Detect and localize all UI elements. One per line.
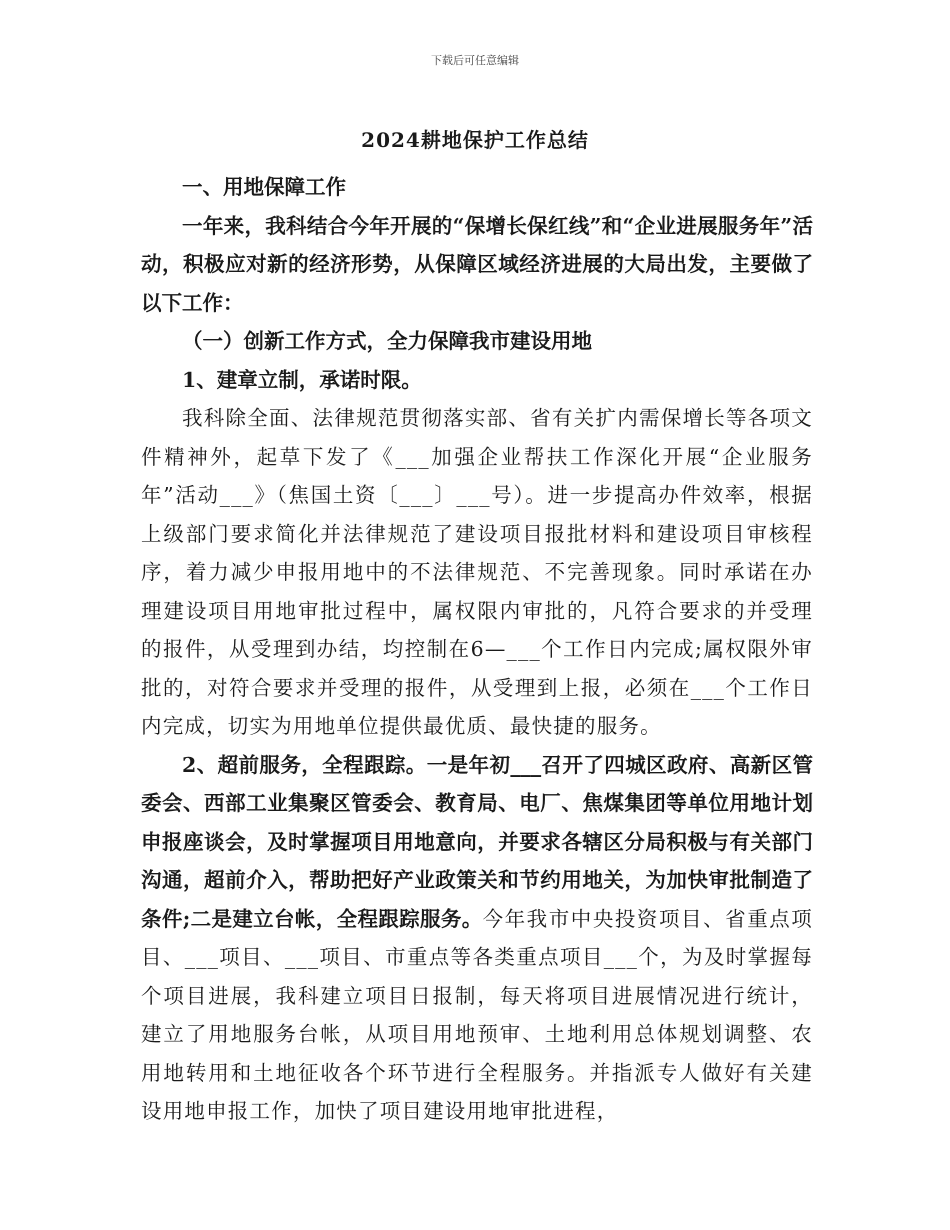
page-header-note: 下载后可任意编辑 [431,54,519,67]
item2-paragraph [141,746,813,1131]
item2-bold-text: 2、超前服务，全程跟踪。一是年初___召开了四城区政府、高新区管委会、西部工业集聚区管委会、教育局、电厂、焦煤集团等单位用地计划申报座谈会，及时掌握项目用地意向，并要求各辖区分局积极与有关部门沟通，超前介入，帮助把好产业政策关和节约用地关，为加快审批制造了条件;二是建立台帐，全程跟踪服务。 [141,752,813,931]
item-heading: 1、建章立制，承诺时限。 [182,367,422,392]
document-body [141,168,813,1131]
intro-paragraph: 一年来，我科结合今年开展的“保增长保红线”和“企业进展服务年”活动，积极应对新的经济形势，从保障区域经济进展的大局出发，主要做了以下工作： [141,213,813,315]
item2-plain-text: 今年我市中央投资项目、省重点项目、___项目、___项目、市重点等各类重点项目___个，为及时掌握每个项目进展，我科建立项目日报制，每天将项目进展情况进行统计，建立了用地服务台帐，从项目用地预审、土地利用总体规划调整、农用地转用和土地征收各个环节进行全程服务。并指派专人做好有关建设用地申报工作，加快了项目建设用地审批进程， [141,906,813,1123]
document-title: 2024耕地保护工作总结 [361,128,589,152]
subsection-heading: （一）创新工作方式，全力保障我市建设用地 [182,329,592,353]
section-heading: 一、用地保障工作 [182,175,346,199]
item-body-paragraph: 我科除全面、法律规范贯彻落实部、省有关扩内需保增长等各项文件精神外，起草下发了《___加强企业帮扶工作深化开展“企业服务年”活动___》（焦国土资〔___〕___号）。进一步提高办件效率，根据上级部门要求简化并法律规范了建设项目报批材料和建设项目审核程序，着力减少申报用地中的不法律规范、不完善现象。同时承诺在办理建设项目用地审批过程中，属权限内审批的，凡符合要求的并受理的报件，从受理到办结，均控制在6—___个工作日内完成;属权限外审批的，对符合要求并受理的报件，从受理到上报，必须在___个工作日内完成，切实为用地单位提供最优质、最快捷的服务。 [141,406,813,738]
